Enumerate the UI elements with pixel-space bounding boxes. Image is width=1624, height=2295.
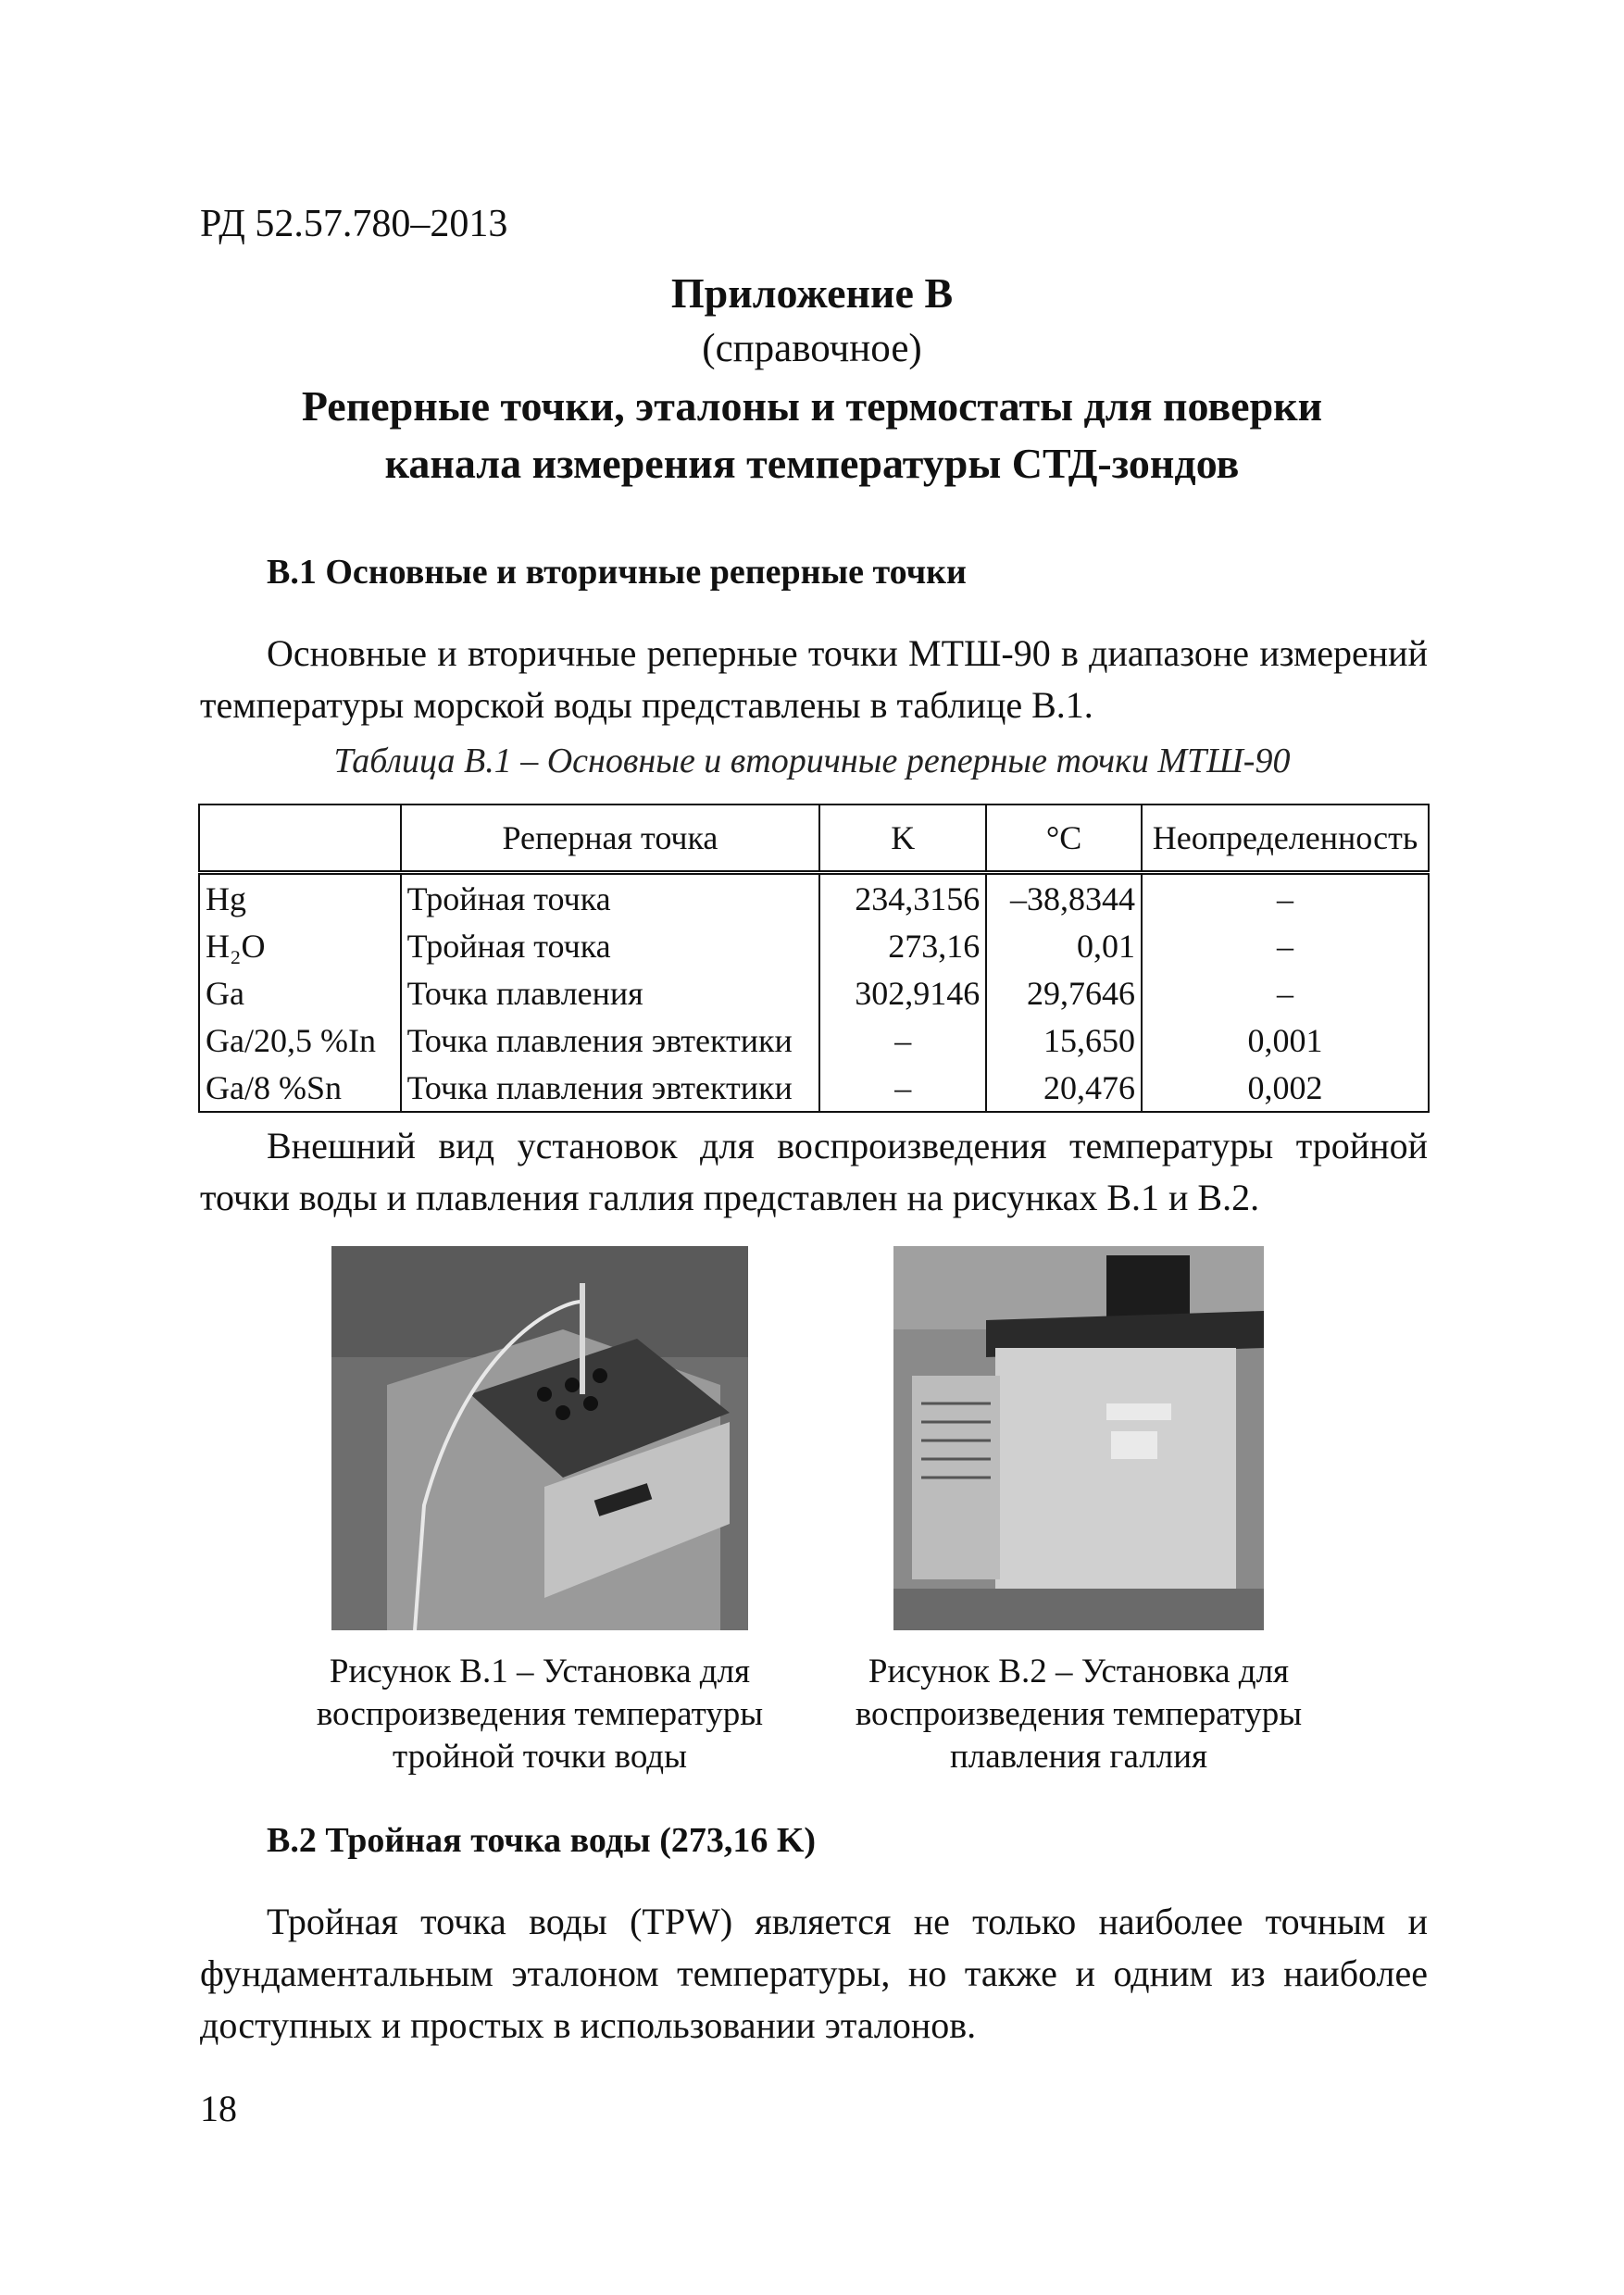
paragraph: Внешний вид установок для воспроизведения температуры тройной точки воды и плавления галлия представлен на рисунках В.1 и В.2. [200, 1125, 1428, 1218]
table-cell: 0,01 [986, 922, 1142, 969]
appendix-subtitle: (справочное) [702, 327, 922, 370]
table-row [199, 922, 1429, 969]
table-row [199, 1064, 1429, 1112]
table-header-cell: K [819, 804, 986, 873]
table-cell: 234,3156 [819, 873, 986, 923]
table-cell: 273,16 [819, 922, 986, 969]
table-cell: – [1142, 873, 1429, 923]
appendix-heading-line1: Реперные точки, эталоны и термостаты для поверки [301, 382, 1323, 430]
figure-photo-gallium-apparatus [893, 1246, 1264, 1630]
table-cell: –38,8344 [986, 873, 1142, 923]
table-row [199, 873, 1429, 923]
table-cell: Точка плавления эвтектики [401, 1064, 820, 1112]
appendix-heading [0, 378, 1624, 493]
figure-caption-line: Рисунок В.2 – Установка для [868, 1653, 1290, 1690]
paragraph: Основные и вторичные реперные точки МТШ-90 в диапазоне измерений температуры морской воды представлены в таблице В.1. [200, 632, 1428, 726]
page-number: 18 [200, 2088, 237, 2129]
table-cell: 29,7646 [986, 969, 1142, 1017]
section-heading: В.1 Основные и вторичные реперные точки [267, 553, 967, 592]
table-caption: Таблица В.1 – Основные и вторичные реперные точки МТШ-90 [333, 742, 1291, 780]
figure-caption-line: воспроизведения температуры [316, 1695, 764, 1733]
document-header: РД 52.57.780–2013 [200, 203, 508, 245]
table-cell: – [819, 1017, 986, 1064]
table-cell: Тройная точка [401, 922, 820, 969]
table-cell: – [1142, 922, 1429, 969]
table-cell: 0,002 [1142, 1064, 1429, 1112]
table-header-cell: °C [986, 804, 1142, 873]
figure-photo-triple-point-apparatus [331, 1246, 748, 1630]
figure-caption-line: Рисунок В.1 – Установка для [329, 1653, 751, 1690]
table-cell: Точка плавления эвтектики [401, 1017, 820, 1064]
reference-points-table [198, 804, 1430, 1113]
figure-caption-line: тройной точки воды [393, 1738, 687, 1776]
table-cell: 20,476 [986, 1064, 1142, 1112]
table-row [199, 1017, 1429, 1064]
paragraph: Тройная точка воды (TPW) является не только наиболее точным и фундаментальным эталоном температуры, но также и одним из наиболее доступных и простых в использовании эталонов. [200, 1901, 1428, 2046]
table-cell: 302,9146 [819, 969, 986, 1017]
appendix-title: Приложение В [670, 269, 954, 317]
table-header-cell [199, 804, 401, 873]
table-cell: – [819, 1064, 986, 1112]
table-header-row [199, 804, 1429, 873]
figure-caption [819, 1651, 1338, 1778]
table-cell: Ga [199, 969, 401, 1017]
table-cell: 15,650 [986, 1017, 1142, 1064]
figure-caption-line: плавления галлия [949, 1738, 1208, 1776]
gallium-cell-illustration [893, 1246, 1264, 1630]
table-cell: Hg [199, 873, 401, 923]
figure-caption-line: воспроизведения температуры [855, 1695, 1303, 1733]
figure-caption [281, 1651, 799, 1778]
section-heading: В.2 Тройная точка воды (273,16 K) [267, 1821, 817, 1860]
table-cell: 0,001 [1142, 1017, 1429, 1064]
table-cell: – [1142, 969, 1429, 1017]
appendix-heading-line2: канала измерения температуры СТД-зондов [384, 440, 1240, 487]
table-header-cell: Неопределенность [1142, 804, 1429, 873]
apparatus-illustration [331, 1246, 748, 1630]
table-cell: Точка плавления [401, 969, 820, 1017]
table-header-cell: Реперная точка [401, 804, 820, 873]
table-cell: Ga/20,5 %In [199, 1017, 401, 1064]
table-cell: Ga/8 %Sn [199, 1064, 401, 1112]
table-row [199, 969, 1429, 1017]
table-cell: Тройная точка [401, 873, 820, 923]
table-cell: H₂O [199, 922, 401, 969]
